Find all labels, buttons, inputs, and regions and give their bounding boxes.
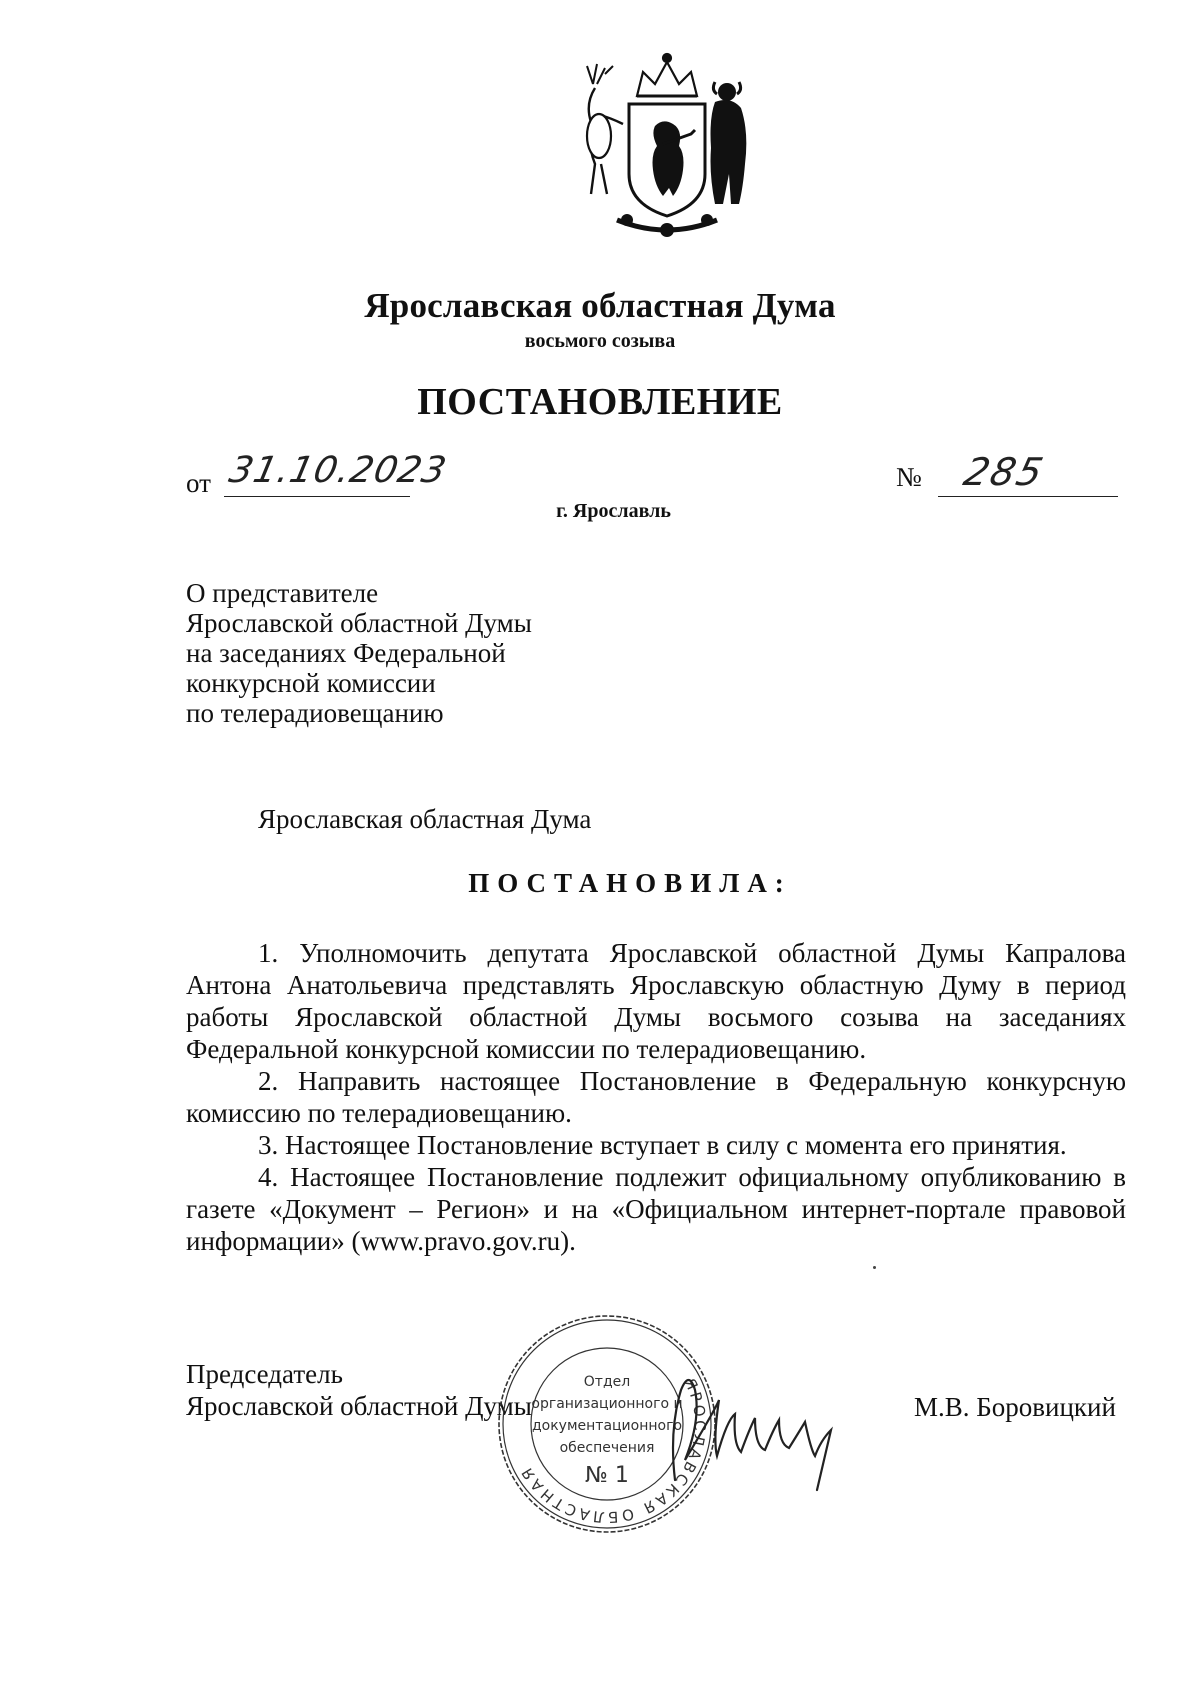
organization-title: Ярославская областная Дума [364, 286, 836, 325]
signatory-title-line: Ярославской областной Думы [186, 1391, 532, 1421]
stamp-number: № 1 [585, 1463, 629, 1488]
coat-of-arms-icon [567, 44, 767, 244]
resolved-heading: ПОСТАНОВИЛА: [468, 868, 792, 898]
stamp-line: обеспечения [559, 1440, 655, 1456]
resolution-paragraph: 2. Направить настоящее Постановление в Федеральную конкурсную комиссию по телерадиовещанию. [186, 1066, 1126, 1128]
subject-line: Ярославской областной Думы [186, 608, 532, 638]
preamble: Ярославская областная Дума [258, 804, 592, 834]
signatory-title-line: Председатель [186, 1359, 343, 1389]
stamp-line: документационного [531, 1418, 683, 1434]
resolution-body [186, 937, 1126, 1257]
number-handwritten-value: 285 [959, 450, 1050, 494]
city-label: г. Ярославль [556, 500, 671, 522]
convocation-subtitle: восьмого созыва [524, 330, 676, 352]
subject-line: на заседаниях Федеральной [186, 638, 506, 668]
handwritten-signature [655, 1360, 845, 1500]
date-handwritten-value: 31.10.2023 [225, 450, 451, 491]
signatory-name: М.В. Боровицкий [914, 1392, 1116, 1422]
subject-line: конкурсной комиссии [186, 668, 436, 698]
resolution-paragraph: 1. Уполномочить депутата Ярославской областной Думы Капралова Антона Анатольевича представлять Ярославскую областную Думу в период работы Ярославской областной Думы восьмого созыва на заседаниях Федеральной конкурсной комиссии по телерадиовещанию. [186, 938, 1126, 1064]
stamp-line: организационного и [531, 1396, 683, 1412]
number-label: № [896, 462, 922, 492]
signatory-title [186, 1358, 532, 1422]
stamp-line: Отдел [583, 1374, 631, 1390]
subject-line: О представителе [186, 578, 379, 608]
resolution-paragraph: 4. Настоящее Постановление подлежит официальному опубликованию в газете «Документ – Регион» и на «Официальном интернет-портале правовой информации» (www.pravo.gov.ru). [186, 1162, 1126, 1256]
document-subject [186, 578, 532, 728]
resolution-paragraph: 3. Настоящее Постановление вступает в силу с момента его принятия. [258, 1130, 1067, 1160]
subject-line: по телерадиовещанию [186, 698, 444, 728]
stamp-ring-text: ЯРОСЛАВСКАЯ ОБЛАСТНАЯ [516, 1375, 710, 1527]
document-type-heading: ПОСТАНОВЛЕНИЕ [417, 381, 783, 423]
number-underline [938, 496, 1118, 497]
date-underline [224, 496, 410, 497]
scan-speck [873, 1266, 876, 1269]
date-label: от [186, 468, 211, 498]
